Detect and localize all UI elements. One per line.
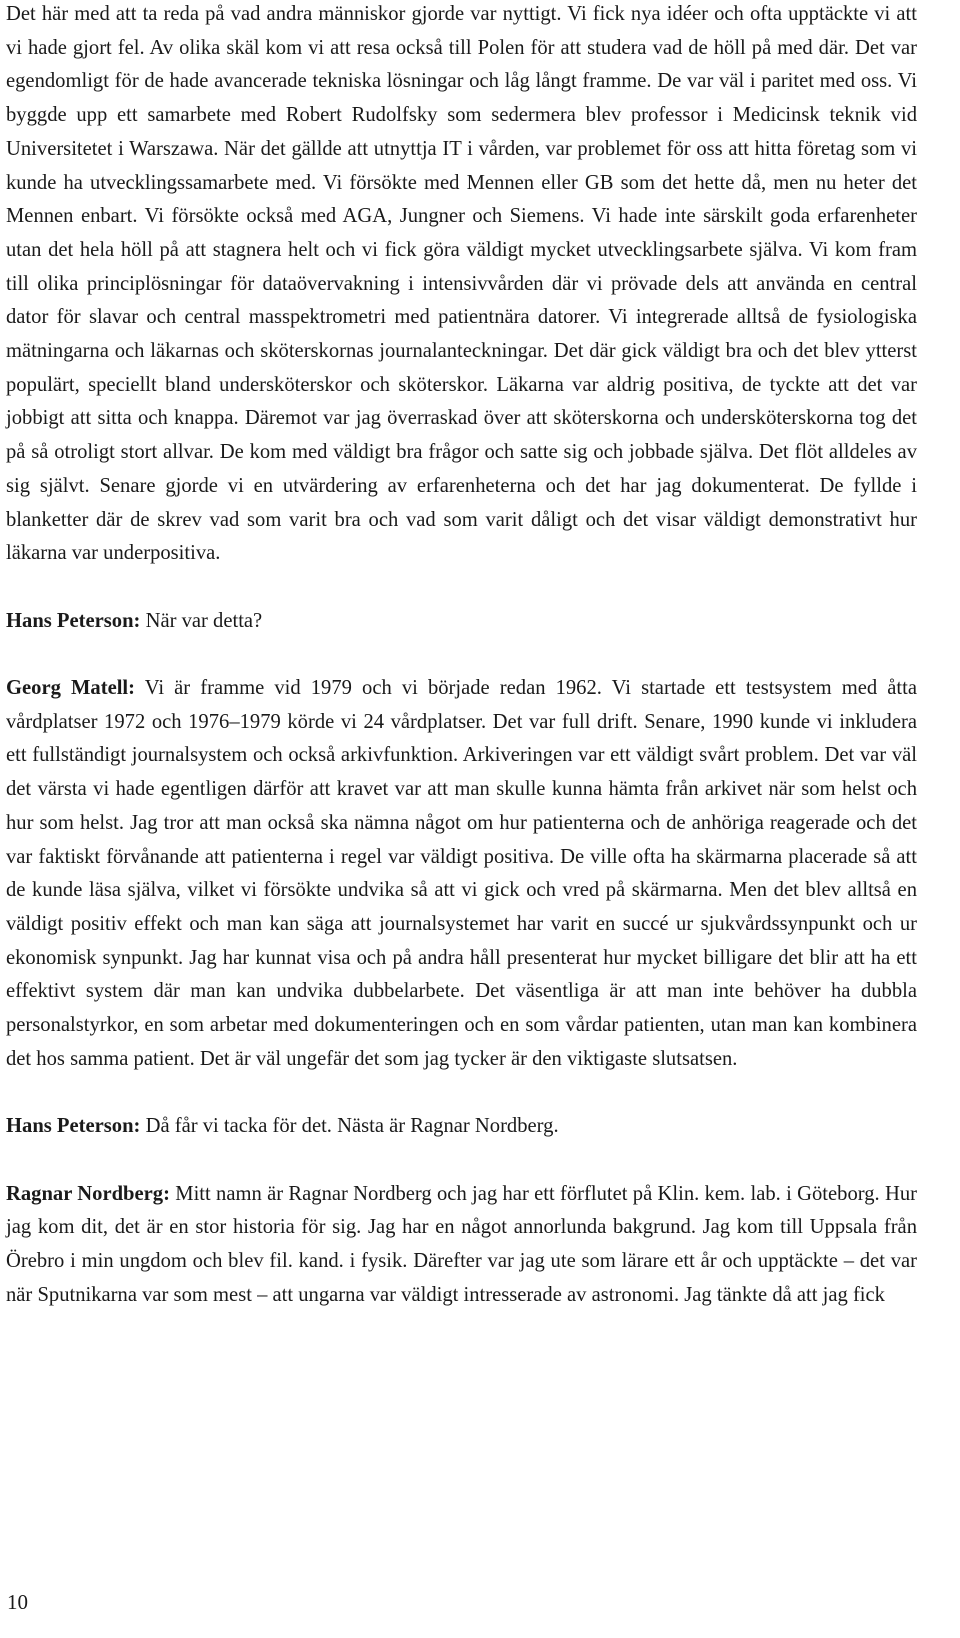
- paragraph-4-text: Då får vi tacka för det. Nästa är Ragnar Nordberg.: [140, 1115, 559, 1138]
- speaker-name: Georg Matell:: [6, 677, 136, 700]
- paragraph-1-text: Det här med att ta reda på vad andra människor gjorde var nyttigt. Vi fick nya idéer och ofta upptäckte vi att vi hade gjort fel. Av olika skäl kom vi att resa också till Polen för att studera vad de höll på med där. Det var egendomligt för de hade avancerade tekniska lösningar och låg långt framme. De var väl i paritet med oss. Vi byggde upp ett samarbete med Robert Rudolfsky som sedermera blev professor i Medicinsk teknik vid Universitetet i Warszawa. När det gällde att utnyttja IT i vården, var problemet för oss att hitta företag som vi kunde ha utvecklingssamarbete med. Vi försökte med Mennen eller GB som det hette då, men nu heter det Mennen enbart. Vi försökte också med AGA, Jungner och Siemens. Vi hade inte särskilt goda erfarenheter utan det hela höll på att stagnera helt och vi fick göra väldigt mycket utvecklingsarbete själva. Vi kom fram till olika principlösningar för dataövervakning i intensivvården där vi prövade dels att använda en central dator för slavar och central masspektrometri med patientnära datorer. Vi integrerade alltså de fysiologiska mätningarna och läkarnas och sköterskornas journalanteckningar. Det där gick väldigt bra och det blev ytterst populärt, speciellt bland undersköterskor och sköterskor. Läkarna var aldrig positiva, de tyckte att det var jobbigt att sitta och knappa. Däremot var jag överraskad över att sköterskorna och undersköterskorna tog det på så otroligt stort allvar. De kom med väldigt bra frågor och satte sig och jobbade själva. Det flöt alldeles av sig självt. Senare gjorde vi en utvärdering av erfarenheterna och det har jag dokumenterat. De fyllde i blanketter där de skrev vad som varit bra och vad som varit dåligt och det visar väldigt demonstrativt hur läkarna var underpositiva.: [6, 3, 917, 565]
- paragraph-3-text: Vi är framme vid 1979 och vi började redan 1962. Vi startade ett testsystem med åtta vårdplatser 1972 och 1976–1979 körde vi 24 vårdplatser. Det var full drift. Senare, 1990 kunde vi inkludera ett fullständigt journalsystem och också arkivfunktion. Arkiveringen var ett väldigt svårt problem. Det var väl det värsta vi hade egentligen därför att kravet var att man skulle kunna hämta från arkivet när som helst och hur som helst. Jag tror att man också ska nämna något om hur patienterna och de anhöriga reagerade och det var faktiskt förvånande att patienterna i regel var väldigt positiva. De ville ofta ha skärmarna placerade så att de kunde läsa själva, vilket vi försökte undvika så att vi gick och vred på skärmarna. Men det blev alltså en väldigt positiv effekt och man kan säga att journalsystemet har varit en succé ur sjukvårdssynpunkt och ur ekonomisk synpunkt. Jag har kunnat visa och på andra håll presenterat hur mycket billigare det blir att ha ett effektivt system där man kan undvika dubbelarbete. Det väsentliga är att man inte behöver ha dubbla personalstyrkor, en som arbetar med dokumenteringen och en som vårdar patienten, utan man kan kombinera det hos samma patient. Det är väl ungefär det som jag tycker är den viktigaste slutsatsen.: [6, 677, 917, 1070]
- page-number: 10: [7, 1590, 28, 1614]
- paragraph-4: [6, 1110, 917, 1144]
- paragraph-2: [6, 605, 917, 639]
- paragraph-5: [6, 1178, 917, 1313]
- paragraph-3: [6, 672, 917, 1076]
- paragraph-2-text: När var detta?: [140, 609, 263, 632]
- document-page: [6, 0, 917, 1312]
- speaker-name: Hans Peterson:: [6, 1115, 141, 1138]
- paragraph-5-text: Mitt namn är Ragnar Nordberg och jag har ett förflutet på Klin. kem. lab. i Göteborg. Hur jag kom dit, det är en stor historia för sig. Jag har en något annorlunda bakgrund. Jag kom till Uppsala från Örebro i min ungdom och blev fil. kand. i fysik. Därefter var jag ute som lärare ett år och upptäckte – det var när Sputnikarna var som mest – att ungarna var väldigt intresserade av astronomi. Jag tänkte då att jag fick: [6, 1182, 918, 1306]
- speaker-name: Ragnar Nordberg:: [6, 1182, 170, 1205]
- paragraph-1: [6, 0, 917, 571]
- speaker-name: Hans Peterson:: [6, 609, 141, 632]
